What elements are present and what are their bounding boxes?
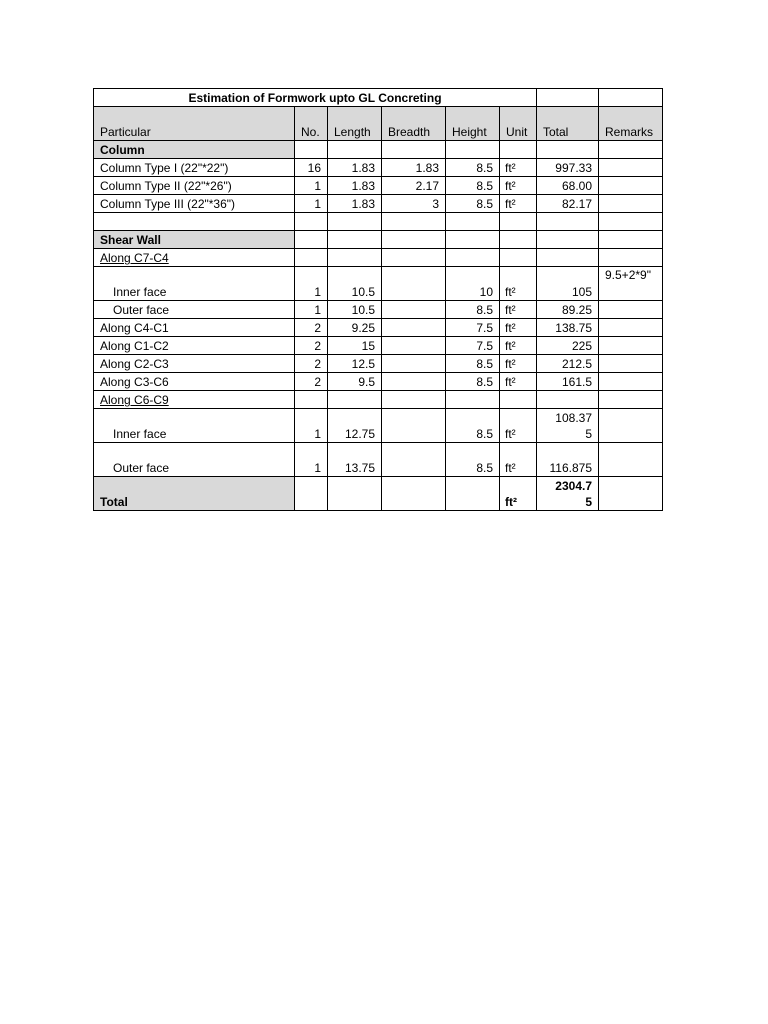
cell-no: 2 xyxy=(295,355,328,373)
cell-particular: Inner face xyxy=(94,409,295,443)
empty-cell xyxy=(500,391,537,409)
table-row xyxy=(94,319,663,337)
cell-remarks xyxy=(599,355,663,373)
table-row xyxy=(94,177,663,195)
cell-unit: ft² xyxy=(500,267,537,301)
cell-total: 68.00 xyxy=(537,177,599,195)
empty-cell xyxy=(599,249,663,267)
cell-total: 997.33 xyxy=(537,159,599,177)
table-row xyxy=(94,373,663,391)
header-no: No. xyxy=(295,107,328,141)
cell-particular: Column Type II (22"*26") xyxy=(94,177,295,195)
subsection-along-c7-c4: Along C7-C4 xyxy=(94,249,295,267)
cell-length: 1.83 xyxy=(328,195,382,213)
cell-remarks xyxy=(599,195,663,213)
header-height: Height xyxy=(446,107,500,141)
empty-cell xyxy=(537,213,599,231)
cell-no: 2 xyxy=(295,337,328,355)
empty-cell xyxy=(328,391,382,409)
cell-length: 1.83 xyxy=(328,177,382,195)
cell-remarks: 9.5+2*9" xyxy=(599,267,663,301)
empty-cell xyxy=(94,213,295,231)
cell-breadth xyxy=(382,355,446,373)
cell-remarks xyxy=(599,319,663,337)
cell-total: 108.375 xyxy=(537,409,599,443)
empty-cell xyxy=(500,141,537,159)
cell-unit: ft² xyxy=(500,443,537,477)
cell-no: 1 xyxy=(295,409,328,443)
cell-unit: ft² xyxy=(500,355,537,373)
table-row xyxy=(94,355,663,373)
cell-length: 13.75 xyxy=(328,443,382,477)
cell-height: 8.5 xyxy=(446,301,500,319)
cell-height: 8.5 xyxy=(446,373,500,391)
cell-height: 8.5 xyxy=(446,443,500,477)
cell-particular: Inner face xyxy=(94,267,295,301)
cell-no: 1 xyxy=(295,177,328,195)
cell-unit: ft² xyxy=(500,337,537,355)
empty-cell xyxy=(328,141,382,159)
empty-cell xyxy=(537,391,599,409)
empty-cell xyxy=(382,249,446,267)
cell-breadth xyxy=(382,443,446,477)
table-row xyxy=(94,159,663,177)
cell-remarks xyxy=(599,301,663,319)
cell-height: 8.5 xyxy=(446,355,500,373)
empty-cell xyxy=(446,391,500,409)
cell-height: 7.5 xyxy=(446,337,500,355)
empty-cell xyxy=(500,231,537,249)
cell-height: 10 xyxy=(446,267,500,301)
cell-unit: ft² xyxy=(500,319,537,337)
header-particular: Particular xyxy=(94,107,295,141)
cell-no: 16 xyxy=(295,159,328,177)
cell-particular: Along C2-C3 xyxy=(94,355,295,373)
empty-cell xyxy=(446,477,500,511)
cell-total: 105 xyxy=(537,267,599,301)
empty-cell xyxy=(295,391,328,409)
empty-cell xyxy=(537,141,599,159)
table-title: Estimation of Formwork upto GL Concreting xyxy=(94,89,537,107)
empty-cell xyxy=(537,249,599,267)
empty-cell xyxy=(599,89,663,107)
cell-remarks xyxy=(599,337,663,355)
cell-no: 1 xyxy=(295,443,328,477)
cell-remarks xyxy=(599,159,663,177)
cell-particular: Column Type III (22"*36") xyxy=(94,195,295,213)
table-row xyxy=(94,195,663,213)
empty-cell xyxy=(599,477,663,511)
cell-breadth xyxy=(382,301,446,319)
empty-cell xyxy=(382,213,446,231)
cell-total: 225 xyxy=(537,337,599,355)
cell-no: 2 xyxy=(295,319,328,337)
cell-breadth: 1.83 xyxy=(382,159,446,177)
cell-total: 82.17 xyxy=(537,195,599,213)
total-unit: ft² xyxy=(500,477,537,511)
grand-total: 2304.75 xyxy=(537,477,599,511)
cell-total: 212.5 xyxy=(537,355,599,373)
cell-unit: ft² xyxy=(500,159,537,177)
cell-remarks xyxy=(599,373,663,391)
subsection-along-c6-c9: Along C6-C9 xyxy=(94,391,295,409)
header-length: Length xyxy=(328,107,382,141)
cell-total: 161.5 xyxy=(537,373,599,391)
empty-cell xyxy=(328,213,382,231)
cell-length: 1.83 xyxy=(328,159,382,177)
header-breadth: Breadth xyxy=(382,107,446,141)
cell-unit: ft² xyxy=(500,409,537,443)
cell-length: 12.75 xyxy=(328,409,382,443)
empty-cell xyxy=(500,213,537,231)
cell-particular: Along C3-C6 xyxy=(94,373,295,391)
cell-height: 7.5 xyxy=(446,319,500,337)
cell-total: 89.25 xyxy=(537,301,599,319)
header-total: Total xyxy=(537,107,599,141)
cell-length: 12.5 xyxy=(328,355,382,373)
empty-cell xyxy=(295,213,328,231)
empty-cell xyxy=(599,231,663,249)
table-row xyxy=(94,409,663,443)
cell-particular: Along C4-C1 xyxy=(94,319,295,337)
formwork-estimation-table xyxy=(93,88,663,511)
cell-length: 15 xyxy=(328,337,382,355)
total-label: Total xyxy=(94,477,295,511)
empty-cell xyxy=(328,477,382,511)
empty-cell xyxy=(599,213,663,231)
cell-no: 1 xyxy=(295,195,328,213)
cell-total: 138.75 xyxy=(537,319,599,337)
cell-height: 8.5 xyxy=(446,177,500,195)
section-column-label: Column xyxy=(94,141,295,159)
empty-cell xyxy=(500,249,537,267)
cell-length: 10.5 xyxy=(328,301,382,319)
cell-breadth: 3 xyxy=(382,195,446,213)
cell-remarks xyxy=(599,409,663,443)
empty-cell xyxy=(328,231,382,249)
cell-remarks xyxy=(599,443,663,477)
cell-breadth xyxy=(382,337,446,355)
empty-cell xyxy=(537,231,599,249)
empty-cell xyxy=(382,477,446,511)
table-row xyxy=(94,301,663,319)
cell-breadth: 2.17 xyxy=(382,177,446,195)
cell-length: 9.25 xyxy=(328,319,382,337)
cell-particular: Along C1-C2 xyxy=(94,337,295,355)
cell-unit: ft² xyxy=(500,373,537,391)
empty-cell xyxy=(382,391,446,409)
empty-cell xyxy=(446,249,500,267)
empty-cell xyxy=(295,231,328,249)
empty-cell xyxy=(328,249,382,267)
empty-cell xyxy=(446,141,500,159)
empty-cell xyxy=(599,391,663,409)
cell-particular: Column Type I (22"*22") xyxy=(94,159,295,177)
cell-height: 8.5 xyxy=(446,159,500,177)
empty-cell xyxy=(295,249,328,267)
empty-cell xyxy=(382,231,446,249)
cell-breadth xyxy=(382,409,446,443)
cell-length: 9.5 xyxy=(328,373,382,391)
table-row xyxy=(94,443,663,477)
cell-remarks xyxy=(599,177,663,195)
header-remarks: Remarks xyxy=(599,107,663,141)
cell-unit: ft² xyxy=(500,177,537,195)
cell-no: 1 xyxy=(295,267,328,301)
cell-breadth xyxy=(382,319,446,337)
empty-cell xyxy=(295,141,328,159)
empty-cell xyxy=(446,231,500,249)
total-row xyxy=(94,477,663,511)
cell-particular: Outer face xyxy=(94,301,295,319)
cell-unit: ft² xyxy=(500,301,537,319)
table-row xyxy=(94,267,663,301)
header-unit: Unit xyxy=(500,107,537,141)
cell-unit: ft² xyxy=(500,195,537,213)
empty-cell xyxy=(599,141,663,159)
section-shear-wall-label: Shear Wall xyxy=(94,231,295,249)
cell-no: 2 xyxy=(295,373,328,391)
cell-total: 116.875 xyxy=(537,443,599,477)
cell-breadth xyxy=(382,373,446,391)
cell-length: 10.5 xyxy=(328,267,382,301)
cell-height: 8.5 xyxy=(446,195,500,213)
empty-cell xyxy=(446,213,500,231)
empty-cell xyxy=(382,141,446,159)
cell-particular: Outer face xyxy=(94,443,295,477)
cell-breadth xyxy=(382,267,446,301)
cell-no: 1 xyxy=(295,301,328,319)
table-row xyxy=(94,337,663,355)
cell-height: 8.5 xyxy=(446,409,500,443)
empty-cell xyxy=(295,477,328,511)
empty-cell xyxy=(537,89,599,107)
